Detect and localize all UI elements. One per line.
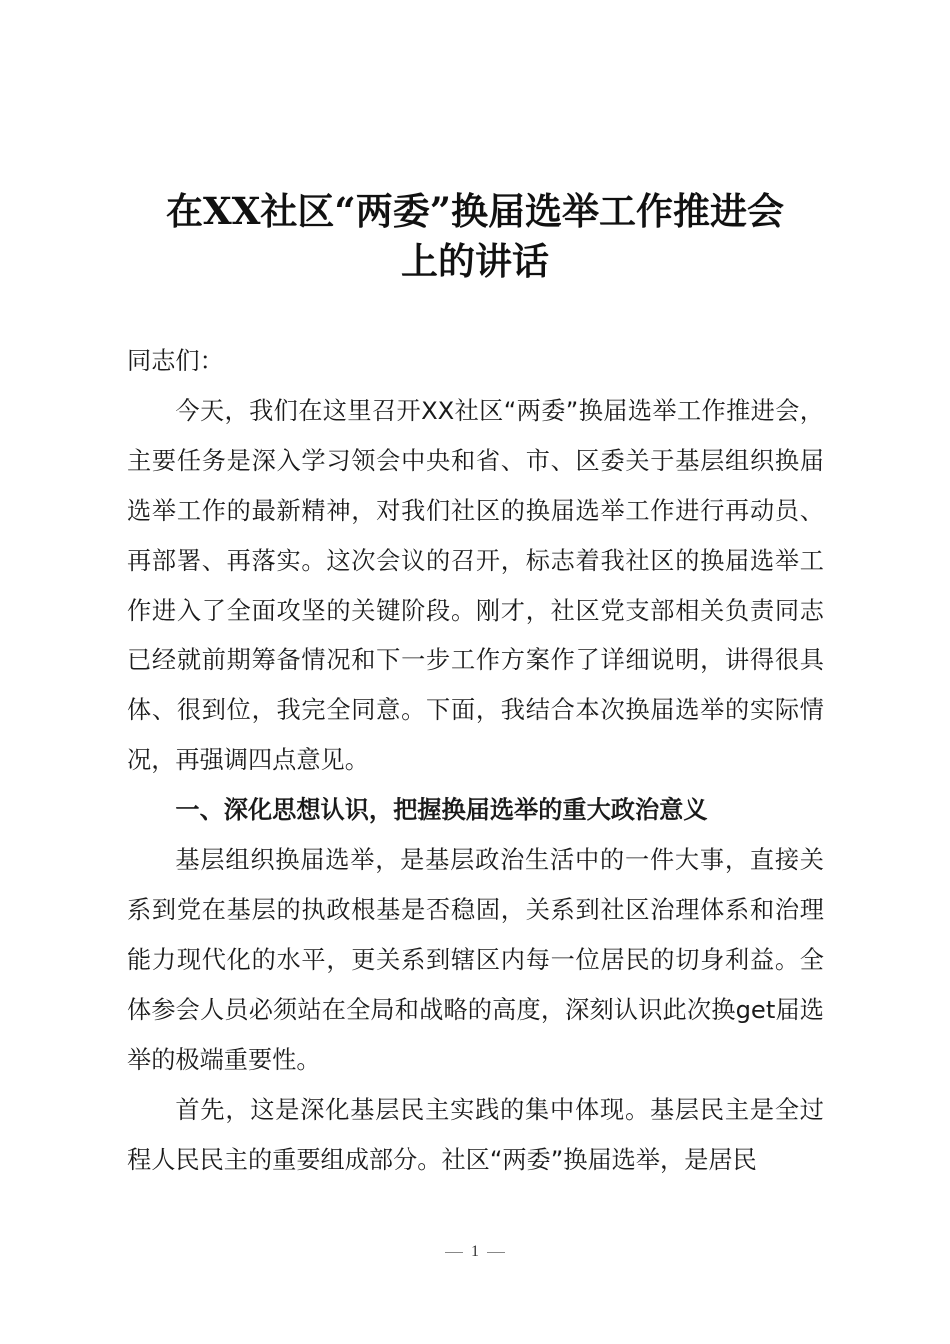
document-body <box>127 337 824 1185</box>
title-line-1: 在XX社区“两委”换届选举工作推进会 <box>166 189 784 233</box>
section-heading-1: 一、深化思想认识，把握换届选举的重大政治意义 <box>175 796 708 825</box>
paragraph-section-1: 基层组织换届选举，是基层政治生活中的一件大事，直接关系到党在基层的执政根基是否稳固，关系到社区治理体系和治理能力现代化的水平，更关系到辖区内每一位居民的切身利益。全体参会人员必须站在全局和战略的高度，深刻认识此次换get届选举的极端重要性。 <box>127 846 824 1074</box>
dash-left <box>445 1252 463 1253</box>
title-line-2: 上的讲话 <box>401 239 549 283</box>
page-footer <box>0 1243 950 1261</box>
document-title <box>120 186 830 286</box>
paragraph-first-point: 首先，这是深化基层民主实践的集中体现。基层民主是全过程人民民主的重要组成部分。社区“两委”换届选举，是居民 <box>127 1095 824 1174</box>
paragraph-intro: 今天，我们在这里召开XX社区“两委”换届选举工作推进会，主要任务是深入学习领会中央和省、市、区委关于基层组织换届选举工作的最新精神，对我们社区的换届选举工作进行再动员、再部署、再落实。这次会议的召开，标志着我社区的换届选举工作进入了全面攻坚的关键阶段。刚才，社区党支部相关负责同志已经就前期筹备情况和下一步工作方案作了详细说明，讲得很具体、很到位，我完全同意。下面，我结合本次换届选举的实际情况，再强调四点意见。 <box>127 396 824 775</box>
salutation: 同志们： <box>127 347 224 375</box>
dash-right <box>487 1252 505 1253</box>
page-number: 1 <box>471 1243 479 1260</box>
